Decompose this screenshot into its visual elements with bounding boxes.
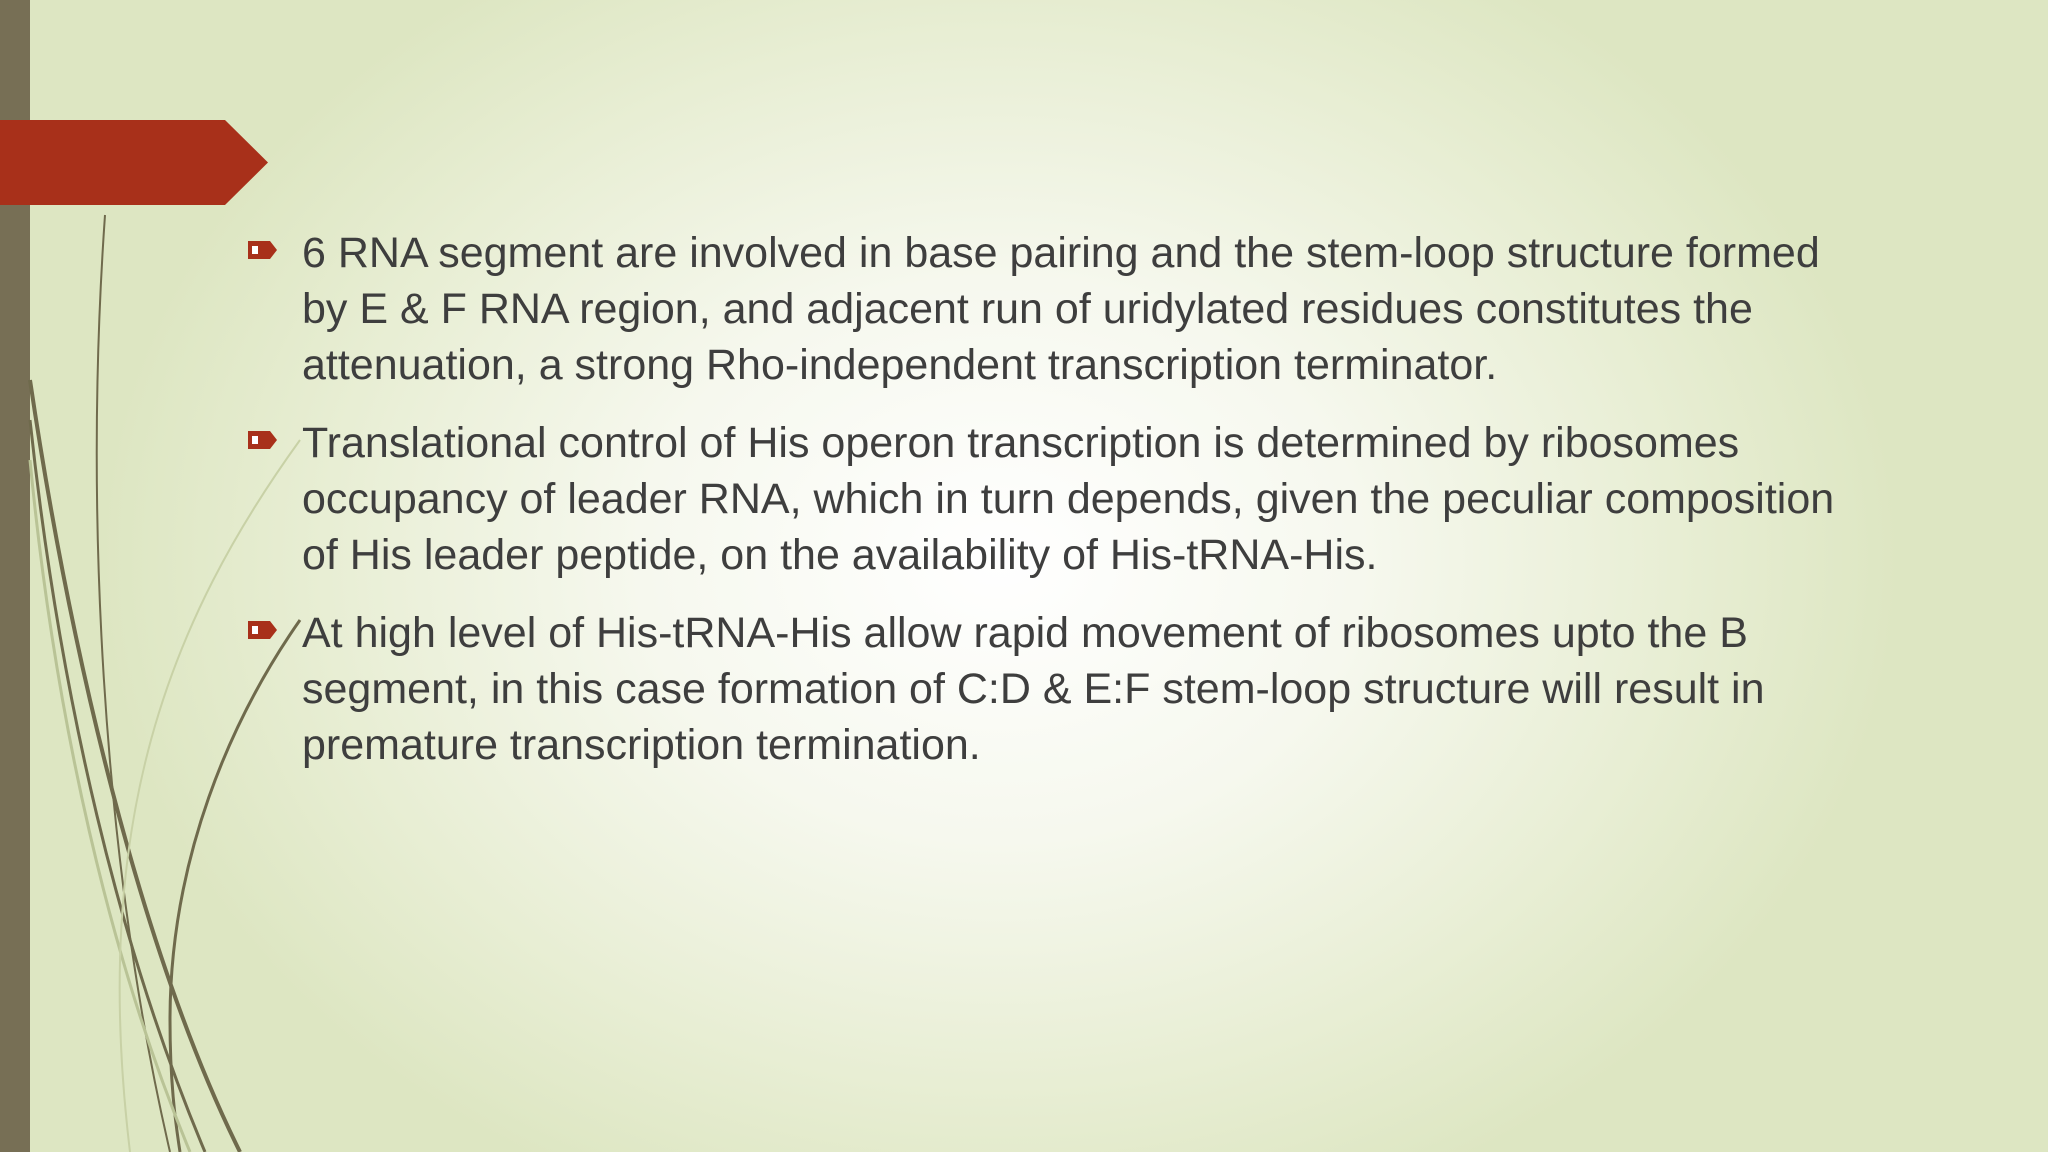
- bullet-item: [245, 605, 1855, 773]
- bullet-list: [245, 225, 1855, 773]
- bullet-text: At high level of His-tRNA-His allow rapid movement of ribosomes upto the B segment, in this case formation of C:D & E:F stem-loop structure will result in premature transcription termination.: [302, 609, 1765, 769]
- bullet-text: 6 RNA segment are involved in base pairing and the stem-loop structure formed by E & F RNA region, and adjacent run of uridylated residues constitutes the attenuation, a strong Rho-independent transcription terminator.: [302, 229, 1820, 389]
- bullet-item: [245, 415, 1855, 583]
- arrow-bullet-icon: [245, 238, 280, 262]
- slide-content: [245, 225, 1855, 795]
- arrow-bullet-icon: [245, 428, 280, 452]
- bullet-item: [245, 225, 1855, 393]
- arrow-bullet-icon: [245, 618, 280, 642]
- arrow-banner-icon: [0, 120, 268, 205]
- bullet-text: Translational control of His operon transcription is determined by ribosomes occupancy of leader RNA, which in turn depends, given the peculiar composition of His leader peptide, on the availability of His-tRNA-His.: [302, 419, 1835, 579]
